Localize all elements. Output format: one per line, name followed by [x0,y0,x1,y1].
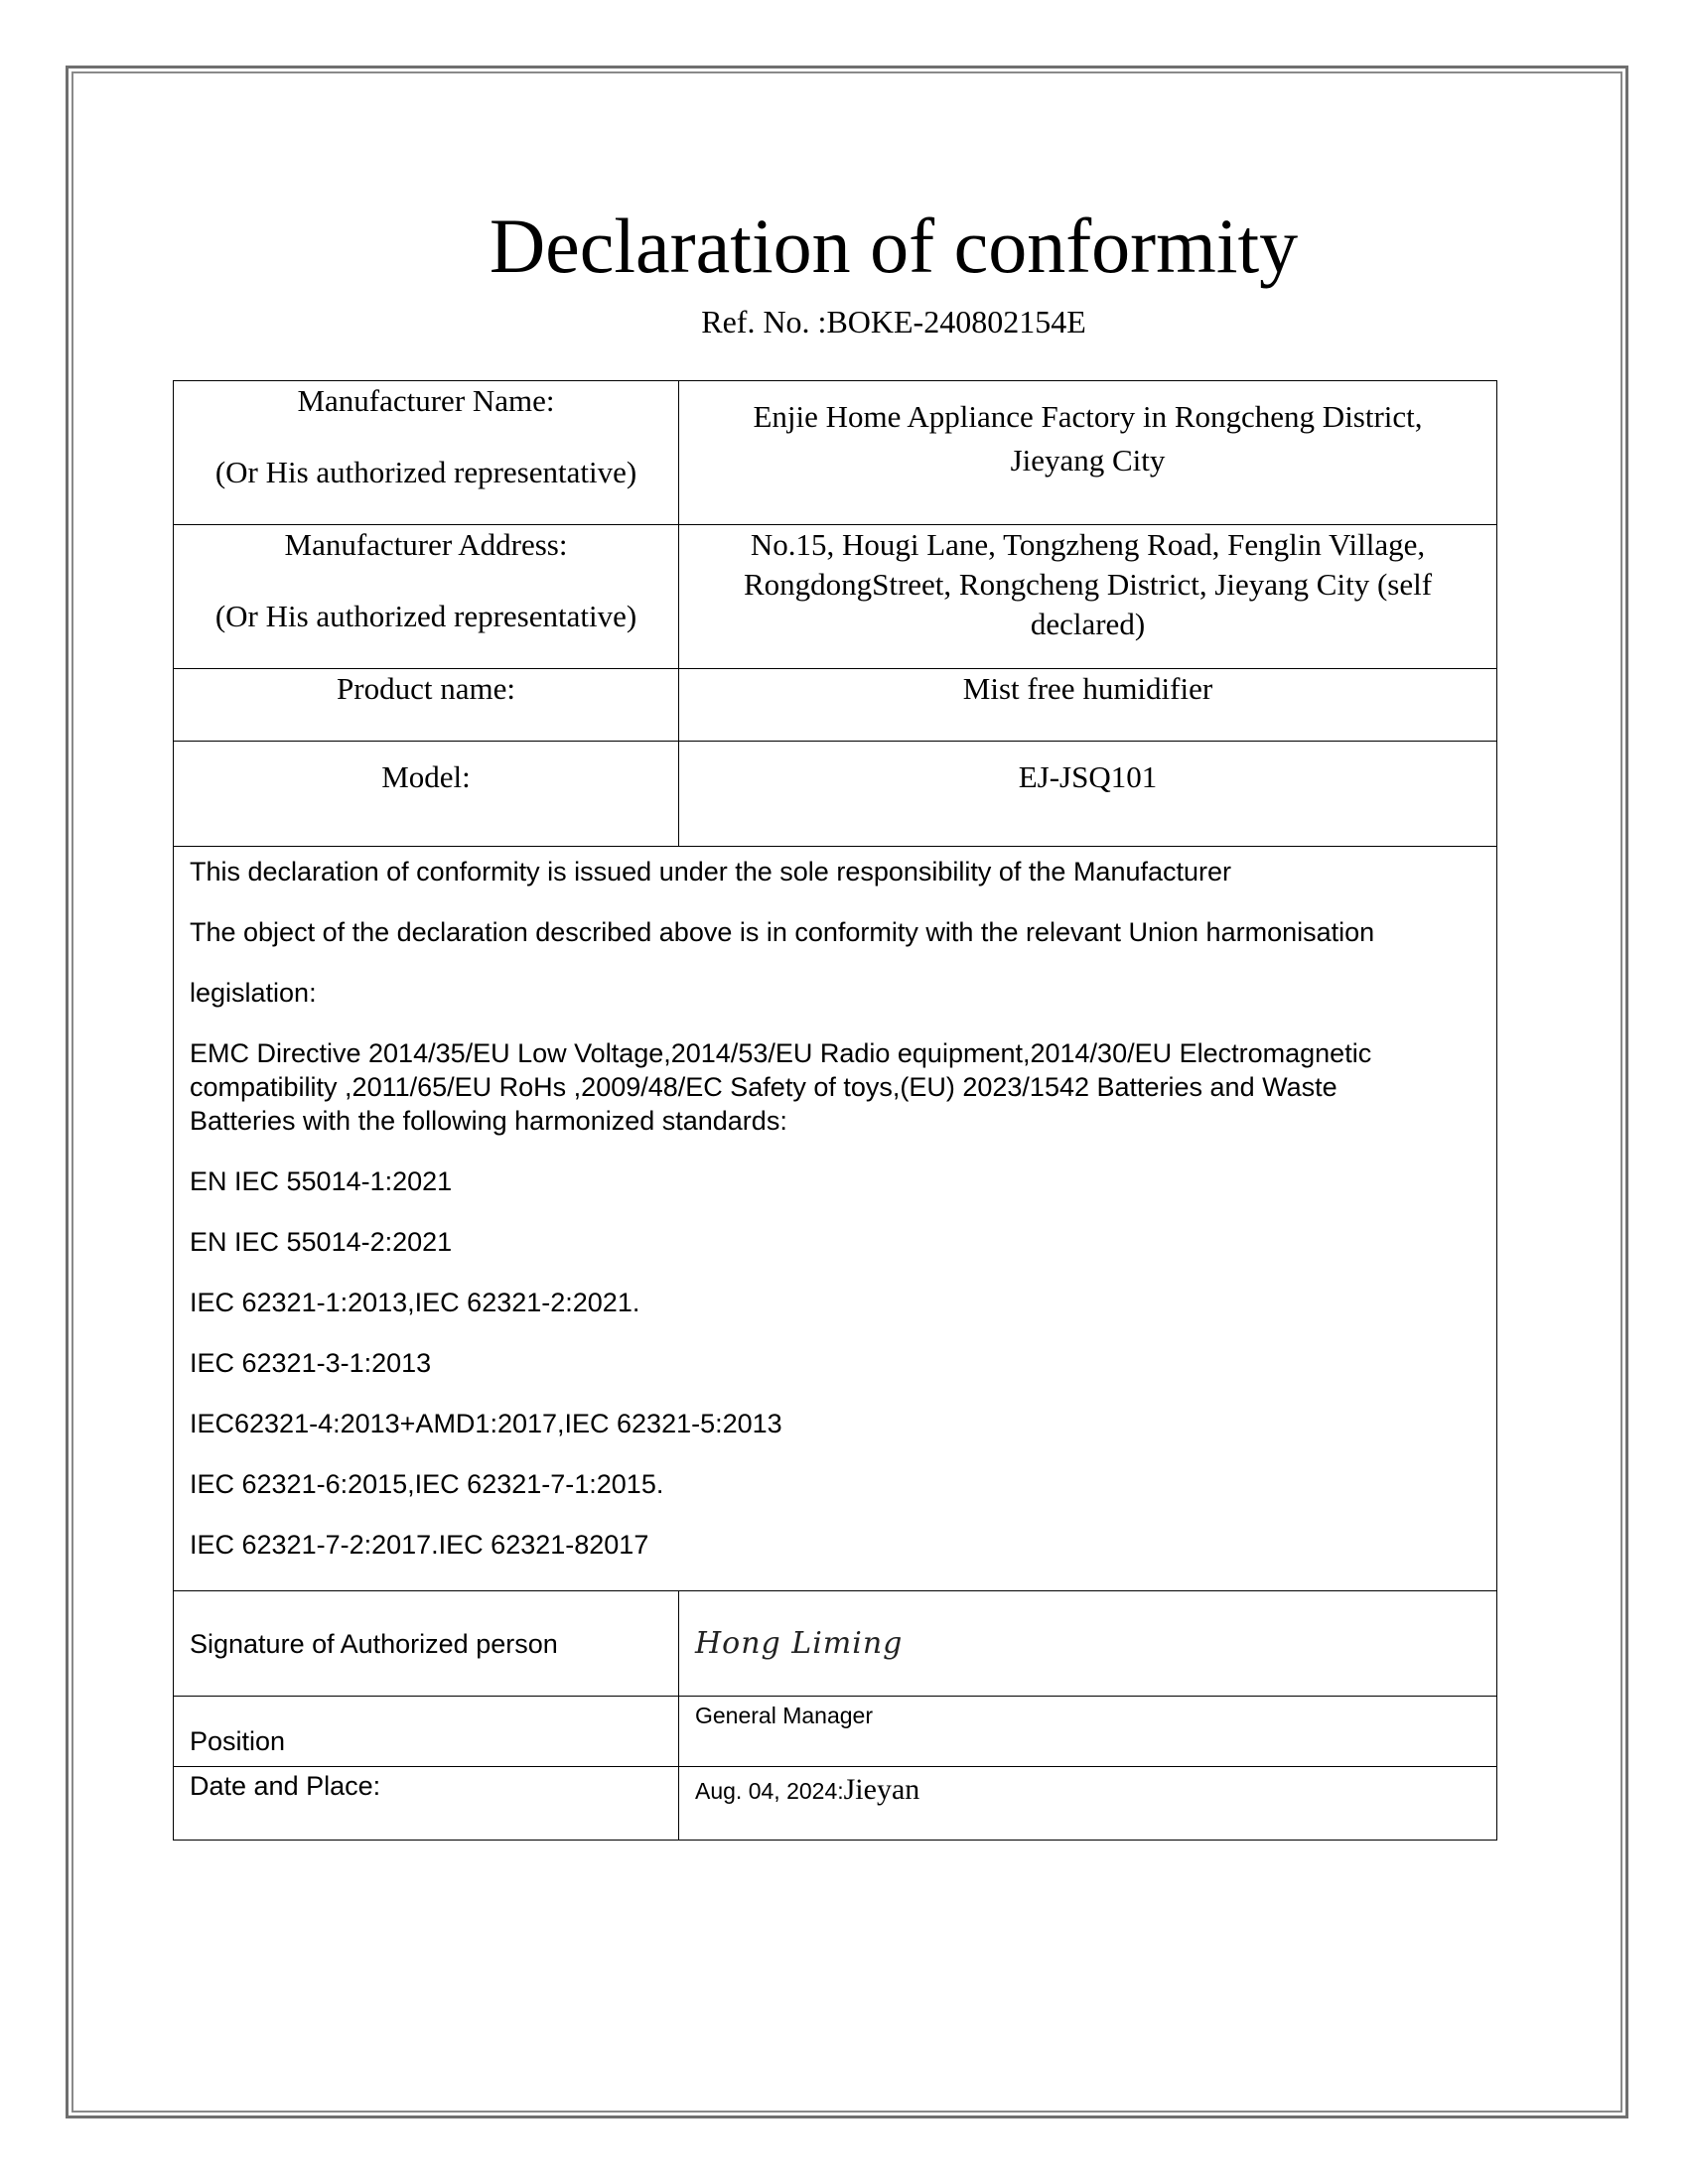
declaration-table [173,380,1497,1841]
manufacturer-address-line1: No.15, Hougi Lane, Tongzheng Road, Fenglin Village, [750,527,1426,562]
signature-label: Signature of Authorized person [190,1628,558,1659]
standard-item: IEC 62321-6:2015,IEC 62321-7-1:2015. [190,1469,664,1499]
row-product-name [174,669,1497,742]
cell-product-value [679,669,1497,742]
product-name-value: Mist free humidifier [962,671,1213,706]
manufacturer-address-sublabel: (Or His authorized representative) [214,599,637,633]
place-value: Jieyan [843,1773,920,1806]
row-manufacturer-address [174,525,1497,669]
directives-line-2: compatibility ,2011/65/EU RoHs ,2009/48/EC Safety of toys,(EU) 2023/1542 Batteries and Waste [190,1072,1337,1102]
manufacturer-name-line2: Jieyang City [1010,443,1166,478]
row-model [174,742,1497,847]
row-statement [174,847,1497,1591]
standard-item: IEC 62321-7-2:2017.IEC 62321-82017 [190,1530,649,1560]
model-label: Model: [381,759,471,794]
position-label: Position [190,1726,286,1756]
manufacturer-name-line1: Enjie Home Appliance Factory in Rongcheng District, [753,399,1423,434]
cell-model-value [679,742,1497,847]
cell-position-label [174,1697,679,1767]
standard-item: EN IEC 55014-2:2021 [190,1227,453,1257]
cell-signature-value [679,1591,1497,1697]
row-position [174,1697,1497,1767]
manufacturer-address-line3: declared) [1030,607,1146,641]
statement-line-1: This declaration of conformity is issued under the sole responsibility of the Manufacturer [190,857,1232,887]
cell-signature-label [174,1591,679,1697]
manufacturer-name-label: Manufacturer Name: [297,383,555,418]
standard-item: EN IEC 55014-1:2021 [190,1166,453,1196]
directives-line-3: Batteries with the following harmonized standards: [190,1106,787,1136]
document-title: Declaration of conformity [489,203,1299,289]
cell-statement [174,847,1497,1591]
row-manufacturer-name [174,381,1497,525]
position-value: General Manager [695,1703,873,1728]
date-value: Aug. 04, 2024: [695,1778,844,1804]
cell-product-label [174,669,679,742]
product-name-label: Product name: [337,671,515,706]
cell-date-place-value [679,1767,1497,1841]
standard-item: IEC 62321-1:2013,IEC 62321-2:2021. [190,1288,640,1317]
cell-position-value [679,1697,1497,1767]
reference-number: Ref. No. :BOKE-240802154E [701,304,1086,340]
directives-line-1: EMC Directive 2014/35/EU Low Voltage,2014/53/EU Radio equipment,2014/30/EU Electromagnetic [190,1038,1372,1068]
cell-manufacturer-name-value [679,381,1497,525]
cell-date-place-label [174,1767,679,1841]
standard-item: IEC62321-4:2013+AMD1:2017,IEC 62321-5:2013 [190,1409,782,1438]
statement-line-3: legislation: [190,978,317,1008]
standard-item: IEC 62321-3-1:2013 [190,1348,432,1378]
cell-model-label [174,742,679,847]
date-place-value [679,1767,1496,1807]
cell-manufacturer-address-label [174,525,679,669]
manufacturer-address-line2: RongdongStreet, Rongcheng District, Jieyang City (self [743,567,1433,602]
statement-line-2: The object of the declaration described above is in conformity with the relevant Union harmonisation [190,917,1375,947]
model-value: EJ-JSQ101 [1018,759,1158,794]
row-signature [174,1591,1497,1697]
cell-manufacturer-name-label [174,381,679,525]
manufacturer-name-sublabel: (Or His authorized representative) [214,455,637,489]
date-place-label: Date and Place: [190,1771,381,1801]
cell-manufacturer-address-value [679,525,1497,669]
row-date-place [174,1767,1497,1841]
signature-handwriting: Hong Liming [695,1626,904,1661]
manufacturer-address-label: Manufacturer Address: [284,527,568,562]
